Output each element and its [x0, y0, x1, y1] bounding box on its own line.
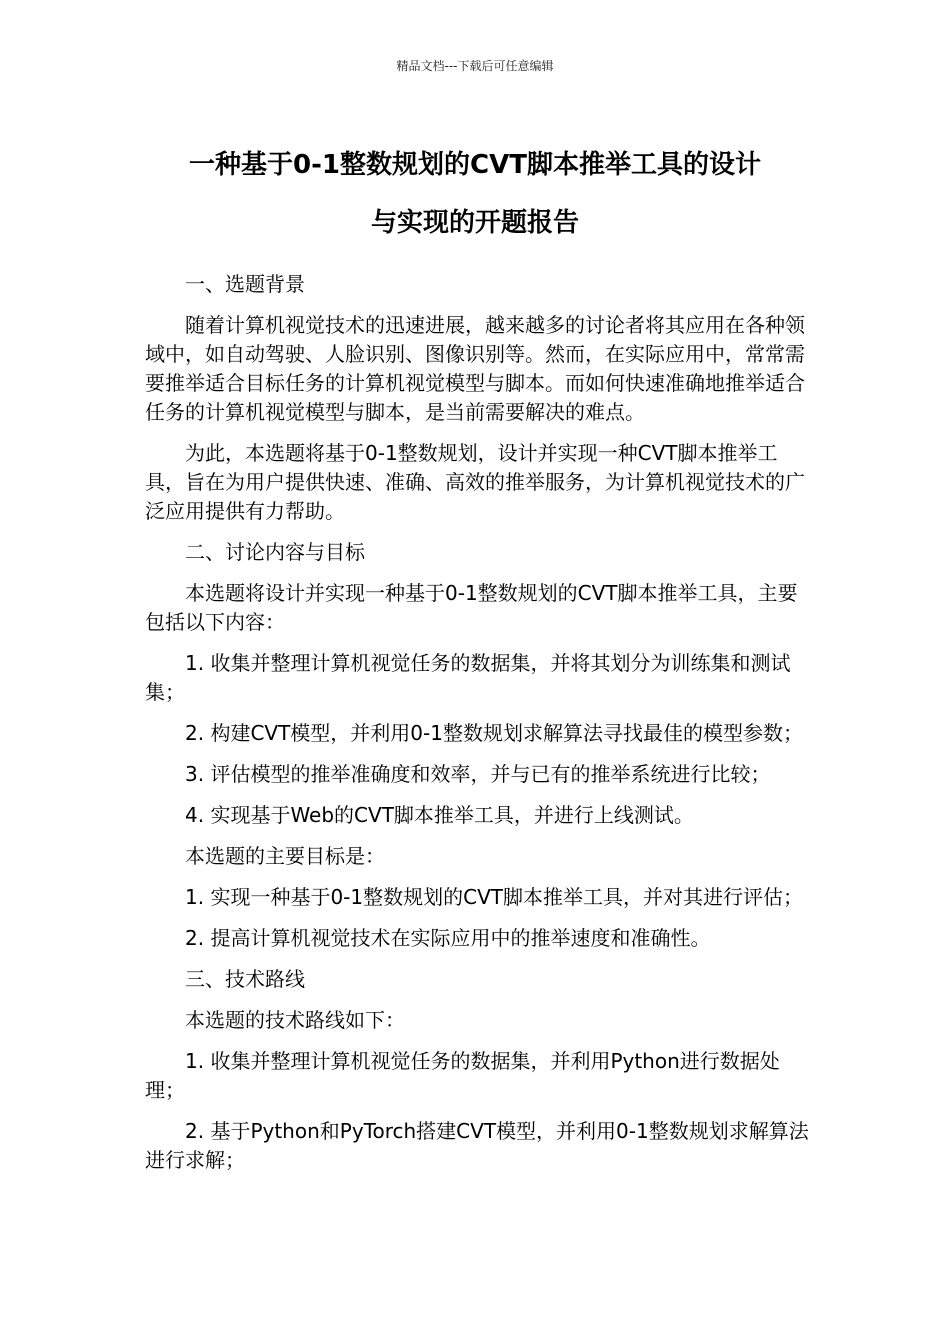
- paragraph: 为此，本选题将基于0-1整数规划，设计并实现一种CVT脚本推举工具，旨在为用户提供快速、准确、高效的推举服务，为计算机视觉技术的广泛应用提供有力帮助。: [145, 441, 805, 523]
- section-heading-tech-route: 三、技术路线: [185, 967, 305, 991]
- paragraph: 本选题将设计并实现一种基于0-1整数规划的CVT脚本推举工具，主要包括以下内容：: [145, 581, 798, 634]
- list-item: 4. 实现基于Web的CVT脚本推举工具，并进行上线测试。: [185, 803, 694, 827]
- section-heading-content: 二、讨论内容与目标: [185, 540, 365, 564]
- list-item: 2. 构建CVT模型，并利用0-1整数规划求解算法寻找最佳的模型参数；: [185, 721, 803, 745]
- paragraph: 本选题的技术路线如下：: [185, 1008, 405, 1032]
- list-item: 1. 收集并整理计算机视觉任务的数据集，并利用Python进行数据处理；: [145, 1049, 780, 1102]
- title-line-2: 与实现的开题报告: [370, 208, 579, 238]
- document-body: [145, 270, 810, 1187]
- list-item: 1. 收集并整理计算机视觉任务的数据集，并将其划分为训练集和测试集；: [145, 651, 791, 704]
- title-line-1: 一种基于0-1整数规划的CVT脚本推举工具的设计: [189, 150, 761, 180]
- document-title: [130, 136, 820, 252]
- paragraph: 随着计算机视觉技术的迅速进展，越来越多的讨论者将其应用在各种领域中，如自动驾驶、人脸识别、图像识别等。然而，在实际应用中，常常需要推举适合目标任务的计算机视觉模型与脚本。而如何快速准确地推举适合任务的计算机视觉模型与脚本，是当前需要解决的难点。: [145, 313, 805, 424]
- header-note: 精品文档---下载后可任意编辑: [396, 59, 554, 73]
- section-heading-background: 一、选题背景: [185, 272, 305, 296]
- list-item: 3. 评估模型的推举准确度和效率，并与已有的推举系统进行比较；: [185, 762, 771, 786]
- list-item: 2. 基于Python和PyTorch搭建CVT模型，并利用0-1整数规划求解算法进行求解；: [145, 1119, 809, 1172]
- list-item: 2. 提高计算机视觉技术在实际应用中的推举速度和准确性。: [185, 926, 711, 950]
- list-item: 1. 实现一种基于0-1整数规划的CVT脚本推举工具，并对其进行评估；: [185, 885, 803, 909]
- paragraph: 本选题的主要目标是：: [185, 844, 385, 868]
